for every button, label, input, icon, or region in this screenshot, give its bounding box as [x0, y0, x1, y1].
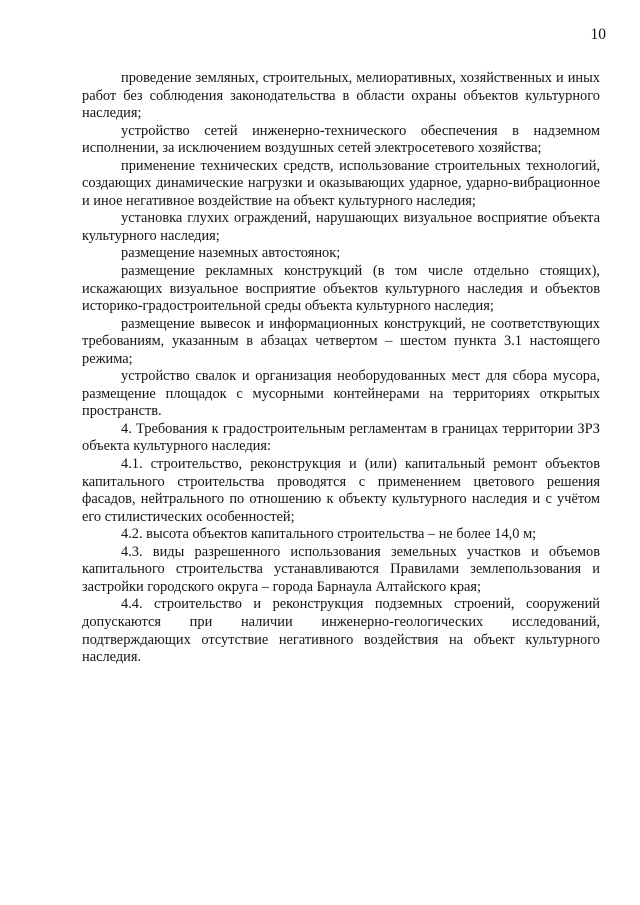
paragraph-dynamic-loads: применение технических средств, использование строительных технологий, создающих динамические нагрузки и оказывающих ударное, ударно-вибрационное и иное негативное воздействие на объект культурного наследия;	[82, 157, 600, 209]
paragraph-earthworks: проведение земляных, строительных, мелиоративных, хозяйственных и иных работ без соблюдения законодательства в области охраны объектов культурного наследия;	[82, 70, 600, 122]
paragraph-4-3: 4.3. виды разрешенного использования земельных участков и объемов капитального строительства устанавливаются Правилами землепользования и застройки городского округа – города Барнаула Алтайского края;	[82, 543, 600, 595]
document-body	[82, 70, 600, 667]
paragraph-utility-networks: устройство сетей инженерно-технического обеспечения в надземном исполнении, за исключением воздушных сетей электросетевого хозяйства;	[82, 122, 600, 157]
paragraph-parking: размещение наземных автостоянок;	[121, 245, 341, 262]
paragraph-blind-fences: установка глухих ограждений, нарушающих визуальное восприятие объекта культурного наследия;	[82, 210, 600, 244]
paragraph-advertising: размещение рекламных конструкций (в том числе отдельно стоящих), искажающих визуальное восприятие объектов культурного наследия и объектов историко-градостроительной среды объекта культурного наследия;	[82, 263, 600, 315]
paragraph-4-4: 4.4. строительство и реконструкция подземных строений, сооружений допускаются при наличии инженерно-геологических исследований, подтверждающих отсутствие негативного воздействия на объект культурного наследия.	[82, 596, 600, 666]
paragraph-signboards: размещение вывесок и информационных конструкций, не соответствующих требованиям, указанным в абзацах четвертом – шестом пункта 3.1 настоящего режима;	[82, 315, 600, 367]
paragraph-section-4: 4. Требования к градостроительным регламентам в границах территории ЗРЗ объекта культурного наследия:	[82, 420, 600, 455]
paragraph-4-2: 4.2. высота объектов капитального строительства – не более 14,0 м;	[121, 526, 537, 543]
paragraph-waste: устройство свалок и организация необорудованных мест для сбора мусора, размещение площадок с мусорными контейнерами на территориях открытых пространств.	[82, 368, 600, 420]
page-number: 10	[590, 26, 606, 43]
paragraph-4-1: 4.1. строительство, реконструкция и (или) капитальный ремонт объектов капитального строительства проводятся с применением цветового решения фасадов, нейтрального по отношению к объекту культурного наследия и с учётом его стилистических особенностей;	[82, 456, 600, 525]
